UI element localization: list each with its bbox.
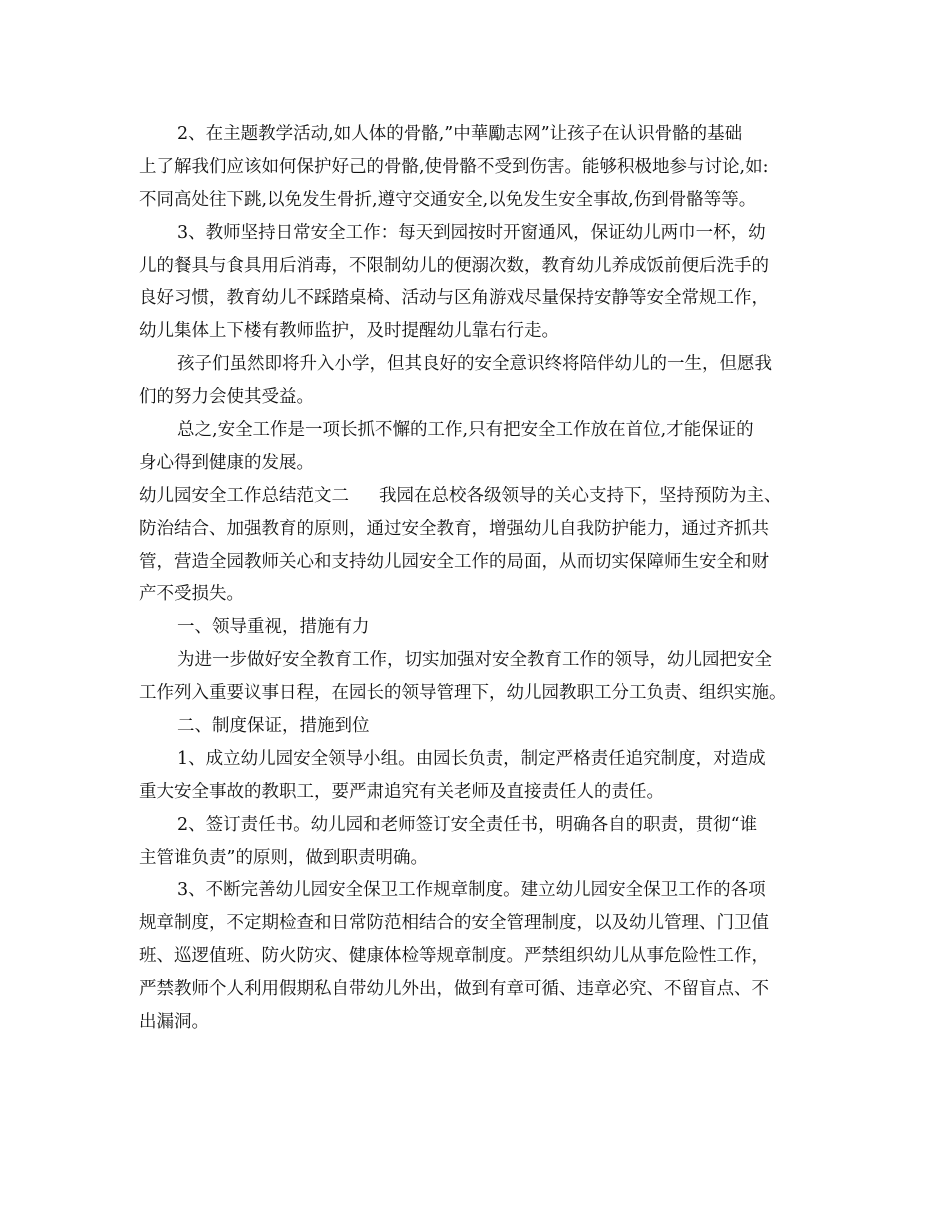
text-line — [139, 842, 819, 875]
text-line — [139, 743, 819, 776]
text-line — [139, 874, 819, 907]
text-line — [139, 513, 819, 546]
text-line-content: 儿的餐具与食具用后消毒，不限制幼儿的便溺次数，教育幼儿养成饭前便后洗手的 — [139, 255, 769, 276]
text-line-content: 班、巡逻值班、防火防灾、健康体检等规章制度。严禁组织幼儿从事危险性工作， — [139, 946, 769, 967]
text-line-content: 防治结合、加强教育的原则，通过安全教育，增强幼儿自我防护能力，通过齐抓共 — [139, 518, 769, 539]
text-line-content: 们的努力会使其受益。 — [139, 387, 314, 408]
text-line — [139, 414, 819, 447]
text-line — [139, 315, 819, 348]
text-line — [139, 184, 819, 217]
text-line — [139, 578, 819, 611]
text-line-content: 二、制度保证，措施到位 — [177, 716, 370, 737]
text-line — [139, 677, 819, 710]
text-line-content: 2、在主题教学活动,如人体的骨骼,”中華勵志网”让孩子在认识骨骼的基础 — [177, 124, 743, 144]
text-line-content: 良好习惯，教育幼儿不踩踏桌椅、活动与区角游戏尽量保持安静等安全常规工作， — [139, 288, 769, 309]
text-line-content: 2、签订责任书。幼儿园和老师签订安全责任书，明确各自的职责，贯彻“谁 — [177, 814, 758, 835]
text-line-content: 幼儿集体上下楼有教师监护，及时提醒幼儿靠右行走。 — [139, 321, 559, 342]
text-line-content: 工作列入重要议事日程，在园长的领导管理下，幼儿园教职工分工负责、组织实施。 — [139, 683, 787, 704]
text-line — [139, 217, 819, 250]
text-line-content: 孩子们虽然即将升入小学，但其良好的安全意识终将陪伴幼儿的一生，但愿我 — [177, 354, 772, 375]
text-line-content: 严禁教师个人利用假期私自带幼儿外出，做到有章可循、违章必究、不留盲点、不 — [139, 979, 769, 1000]
text-line-content: 管，营造全园教师关心和支持幼儿园安全工作的局面，从而切实保障师生安全和财 — [139, 551, 769, 572]
text-line — [139, 118, 819, 151]
text-line — [139, 940, 819, 973]
text-line-content: 1、成立幼儿园安全领导小组。由园长负责，制定严格责任追究制度，对造成 — [177, 748, 766, 769]
text-line — [139, 1006, 819, 1039]
text-line-content: 不同高处往下跳,以免发生骨折,遵守交通安全,以免发生安全事故,伤到骨骼等等。 — [139, 189, 757, 210]
text-line-content: 幼儿园安全工作总结范文二 — [139, 485, 349, 506]
text-line-content: 规章制度，不定期检查和日常防范相结合的安全管理制度，以及幼儿管理、门卫值 — [139, 913, 769, 934]
text-line — [139, 973, 819, 1006]
text-line — [139, 907, 819, 940]
text-line — [139, 480, 819, 513]
text-line — [139, 809, 819, 842]
text-line — [139, 776, 819, 809]
text-line-content: 3、教师坚持日常安全工作：每天到园按时开窗通风，保证幼儿两巾一杯，幼 — [177, 222, 766, 243]
text-line-content: 一、领导重视，措施有力 — [177, 617, 370, 638]
text-line — [139, 710, 819, 743]
text-line — [139, 348, 819, 381]
text-line — [139, 611, 819, 644]
text-line-content: 主管谁负责”的原则，做到职责明确。 — [139, 847, 428, 868]
text-line — [139, 447, 819, 480]
text-line — [139, 151, 819, 184]
text-line — [139, 250, 819, 283]
text-line-content: 身心得到健康的发展。 — [139, 452, 314, 473]
text-line-content: 产不受损失。 — [139, 584, 244, 605]
text-line-content: 3、不断完善幼儿园安全保卫工作规章制度。建立幼儿园安全保卫工作的各项 — [177, 880, 766, 901]
text-line-content: 为进一步做好安全教育工作，切实加强对安全教育工作的领导，幼儿园把安全 — [177, 650, 772, 671]
text-line — [139, 381, 819, 414]
document-body — [139, 118, 819, 1039]
text-line-content: 总之,安全工作是一项长抓不懈的工作,只有把安全工作放在首位,才能保证的 — [177, 420, 754, 441]
text-line — [139, 644, 819, 677]
text-line-content: 出漏洞。 — [139, 1012, 209, 1033]
text-line — [139, 282, 819, 315]
text-line-content-continued: 我园在总校各级领导的关心支持下，坚持预防为主、 — [379, 485, 782, 506]
text-line — [139, 546, 819, 579]
text-line-content: 上了解我们应该如何保护好己的骨骼,使骨骼不受到伤害。能够积极地参与讨论,如: — [139, 156, 769, 177]
text-line-content: 重大安全事故的教职工，要严肃追究有关老师及直接责任人的责任。 — [139, 781, 664, 802]
